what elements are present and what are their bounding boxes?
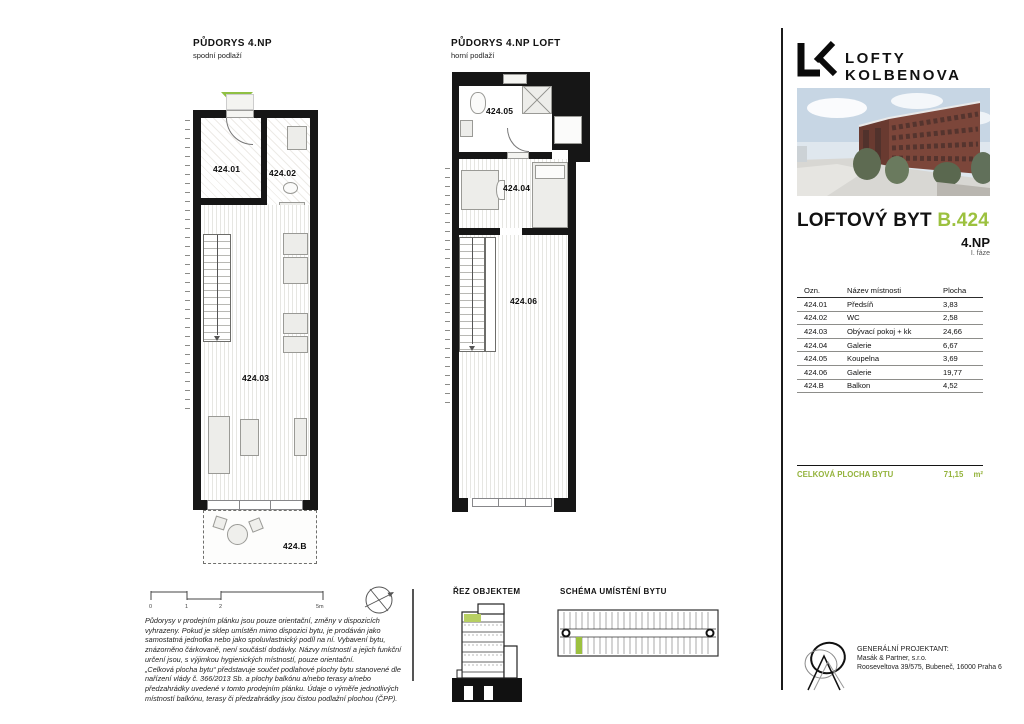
cell-code: 424.B [804,381,824,391]
cell-area: 19,77 [943,367,963,377]
total-area [797,465,983,479]
scale-bar [148,588,333,612]
sofa [208,416,230,474]
wall [452,152,507,159]
unit-phase: I. fáze [970,250,990,257]
floor-plan-lower [190,86,330,568]
scale-tick: 1 [185,604,189,610]
armchair [294,418,307,456]
room-label: 424.01 [213,164,241,174]
room-label: 424.06 [510,296,538,306]
kitchen-fridge [283,313,308,334]
cell-area: 3,83 [943,299,958,309]
table-row [797,380,983,394]
kitchen-counter [283,336,308,353]
cell-code: 424.03 [804,326,828,336]
cell-code: 424.06 [804,367,828,377]
cell-code: 424.02 [804,313,828,323]
panel-divider [781,28,783,690]
projectant-name: Masák & Partner, s.r.o. [857,654,927,662]
col-header: Název místnosti [847,286,902,295]
exterior-hatch [185,112,190,412]
table-row [797,339,983,353]
plan-lower-header [193,38,272,60]
total-value: 71,15 [943,470,964,479]
stairs-arrow-icon [469,346,475,351]
exterior-hatch [445,160,450,410]
unit-code: B.424 [937,210,990,231]
door-threshold [226,110,254,118]
plan-loft-subtitle: horní podlaží [451,51,495,60]
cell-name: Galerie [847,367,872,377]
cell-name: WC [847,313,860,323]
balcony-table [227,524,248,545]
table [240,419,259,456]
room-table [797,284,983,393]
door-threshold [507,152,529,159]
table-row [797,312,983,326]
total-value-group [944,470,983,479]
disclaimer-p1: Půdorysy v prodejním plánku jsou pouze orientační, změny v dispozicích vyhrazeny. Pokud je sklep umístěn mimo dispozici bytu, je prodáván jako samostatná jednotka nebo jako spoluvlastnický podíl na ní. Vybavení bytu, znázorněno čárkovaně, není součástí dodávky. Názvy místností a jejich funkční určení jsou, s výjimkou hygienických místností, pouze orientační. [145,616,402,664]
wall [522,228,576,235]
wall [452,228,500,235]
building-photo [797,88,990,196]
wall [529,152,552,159]
schema-diagram-title: SCHÉMA UMÍSTĚNÍ BYTU [560,587,667,596]
room-label: 424.04 [503,183,531,193]
cell-name: Galerie [847,340,872,350]
stairs-walkline [217,235,218,335]
col-header: Ozn. [804,286,821,295]
cell-area: 24,66 [943,326,963,336]
cell-name: Balkon [847,381,871,391]
bed-pillow [535,165,565,179]
stairs [459,237,485,352]
total-unit: m² [973,470,983,479]
cell-name: Předsíň [847,299,874,309]
cell-area: 4,52 [943,381,958,391]
compass-icon [360,583,398,619]
cell-name: Obývací pokoj + kk [847,326,912,336]
wall [452,72,552,86]
wall [254,110,318,118]
room-label: 424.B [283,541,307,551]
wall [193,110,201,476]
shower-fixture [522,86,552,114]
entrance-threshold [226,94,254,110]
projectant-label: GENERÁLNÍ PROJEKTANT: [857,644,949,653]
window-band [207,500,303,510]
stairs-arrow-icon [214,336,220,341]
skylight-window [503,74,527,84]
disclaimer [145,616,408,703]
projectant-info [857,644,1002,672]
kitchen-sink [283,233,308,255]
toilet-fixture [283,182,298,194]
cell-code: 424.04 [804,340,828,350]
total-label: CELKOVÁ PLOCHA BYTU [797,470,894,479]
schema-diagram [556,602,724,664]
wall [201,198,261,205]
window-band [472,498,552,507]
room-label: 424.03 [242,373,270,383]
room-label: 424.05 [486,106,514,116]
washer-fixture [287,126,307,150]
cell-code: 424.05 [804,354,828,364]
desk [461,170,499,210]
plan-lower-title: PŮDORYS 4.NP [193,38,272,49]
stairs-walkline [472,238,473,344]
projectant-logo-icon [798,636,852,694]
wall [310,110,318,476]
wall [583,72,590,162]
shaft-recess [554,116,582,144]
cell-code: 424.01 [804,299,828,309]
stairs-railing [485,237,496,352]
lk-logo-icon [793,40,839,80]
room-label: 424.02 [269,168,297,178]
table-row [797,352,983,366]
stairs [203,234,231,342]
door-arc [507,128,529,152]
kitchen-cooktop [283,257,308,284]
table-row [797,298,983,312]
brand-name: LOFTY KOLBENOVA [845,50,962,84]
disclaimer-p2: „Celková plocha bytu“ představuje součet podlahové plochy bytu stanovené dle nařízení vlády č. 366/2013 Sb. a plochy balkónu a/nebo terasy a/nebo předzahrádky uvedené v tomto prodejním plánku. Údaje o výměře jednotlivých místností balkónu, terasy či předzahrádky jsou čistou podlažní plochou (ČPP). [145,664,401,703]
wall [568,150,576,512]
plan-loft-title: PŮDORYS 4.NP LOFT [451,38,561,49]
divider-line [412,589,414,681]
wall [452,72,459,512]
plan-lower-subtitle: spodní podlaží [193,51,242,60]
unit-floor: 4.NP [961,235,990,250]
toilet-fixture [470,92,486,114]
unit-title-prefix: LOFTOVÝ BYT [797,210,932,231]
scale-tick: 5m [316,604,324,610]
projectant-address: Rooseveltova 39/575, Bubeneč, 16000 Praha 6 [857,664,1002,672]
cell-area: 6,67 [943,340,958,350]
col-header: Plocha [943,286,967,295]
plan-loft-header [451,38,561,60]
cell-name: Koupelna [847,354,880,364]
unit-title [797,210,990,232]
scale-tick: 2 [219,604,223,610]
scale-tick: 0 [149,604,153,610]
section-diagram [452,600,524,702]
cell-area: 3,69 [943,354,958,364]
table-header [797,284,983,298]
floor-plan-loft [450,70,592,515]
sink-fixture [460,120,473,137]
table-row [797,366,983,380]
table-row [797,325,983,339]
section-diagram-title: ŘEZ OBJEKTEM [453,587,521,596]
cell-area: 2,58 [943,313,958,323]
